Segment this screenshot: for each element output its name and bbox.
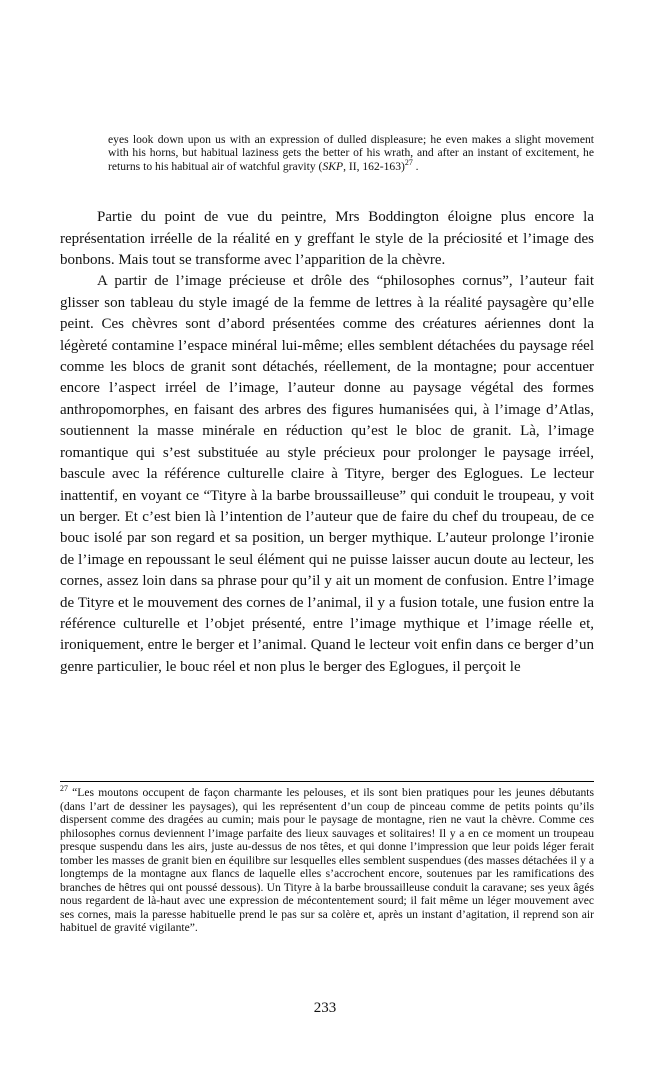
- quote-text-end: .: [412, 159, 419, 173]
- quote-citation-rest: , II, 162-163): [343, 159, 405, 173]
- footnote: [60, 786, 594, 935]
- quote-citation-italic: SKP: [322, 159, 344, 173]
- footnote-separator-rule: [60, 781, 594, 782]
- footnote-section: [60, 781, 594, 935]
- quote-footnote-marker: 27: [404, 157, 413, 167]
- footnote-marker: 27: [60, 784, 68, 794]
- body-text: [60, 207, 594, 678]
- body-paragraph: A partir de l’image précieuse et drôle des “philosophes cornus”, l’auteur fait glisser son tableau du style imagé de la femme de lettres à la réalité paysagère qu’elle peint. Ces chèvres sont d’abord présentées comme des créatures aériennes dont la légèreté contamine l’espace minéral lui-même; elles semblent détachées du paysage réel comme les blocs de granit sont détachés, réellement, de la montagne; pour accentuer encore l’aspect irréel de l’image, l’auteur donne au paysage végétal des formes anthropomorphes, en faisant des arbres des figures humanisées qui, à l’image d’Atlas, soutiennent la masse minérale en réduction qu’est le bloc de granit. Là, l’image romantique qui s’est substituée au style précieux pour prolonger le paysage irréel, bascule avec la référence culturelle claire à Tityre, berger des Eglogues. Le lecteur inattentif, en voyant ce “Tityre à la barbe broussailleuse” qui conduit le troupeau, y voit un berger. Et c’est bien là l’intention de l’auteur que de faire du chef du troupeau, de ce bouc isolé par son regard et sa position, un berger mythique. L’auteur prolonge l’ironie de l’image en repoussant le seul élément qui ne puisse laisser aucun doute au lecteur, les cornes, assez loin dans sa phrase pour qu’il y ait un moment de confusion. Entre l’image de Tityre et le mouvement des cornes de l’animal, il y a fusion totale, une fusion entre la référence culturelle et l’objet présenté, entre l’image mythique et l’image réelle et, ironiquement, entre le berger et l’animal. Quand le lecteur voit enfin dans ce berger d’un genre particulier, le bouc réel et non plus le berger des Eglogues, il perçoit le: [60, 273, 594, 675]
- quote-text: eyes look down upon us with an expression of dulled displeasure; he even makes a slight movement with his horns, but habitual laziness gets the better of his wrath, and after an instant of excitement, he returns to his habitual air of watchful gravity (: [108, 133, 594, 173]
- page-number: 233: [313, 1000, 337, 1016]
- body-paragraph: Partie du point de vue du peintre, Mrs Boddington éloigne plus encore la représentation irréelle de la réalité en y greffant le style de la préciosité et l’image des bonbons. Mais tout se transforme avec l’apparition de la chèvre.: [60, 209, 594, 269]
- text-content: [60, 133, 594, 678]
- footnote-text: “Les moutons occupent de façon charmante les pelouses, et ils sont bien pratiques pour les jeunes débutants (dans l’art de dessiner les paysages), qui les représentent d’un coup de pinceau comme de petits points qu’ils dispersent comme des dragées au cumin; mais pour le paysage de montagne, rien ne vaut la chèvre. Comme ces philosophes cornus deviennent l’image parfaite des lieux sauvages et solitaires! Il y a en ce moment un troupeau presque suspendu dans les airs, juste au-dessus de nos têtes, et qui donne l’impression que leur poids léger ferait tomber les masses de granit bien en équilibre sur lesquelles elles semblent suspendues (des masses détachées il y a longtemps de la montagne aux flancs de laquelle elles s’accrochent encore, soutenues par les ramifications des branches de hêtres qui ont poussé dessous). Un Tityre à la barbe broussailleuse conduit la caravane; ses yeux âgés nous regardent de là-haut avec une expression de mécontentement sourd; il fait même un léger mouvement avec ses cornes, mais la paresse habituelle prend le pas sur sa colère et, après un instant d’agitation, il reprend son air habituel de gravité vigilante”.: [60, 786, 594, 934]
- block-quote: [108, 133, 594, 173]
